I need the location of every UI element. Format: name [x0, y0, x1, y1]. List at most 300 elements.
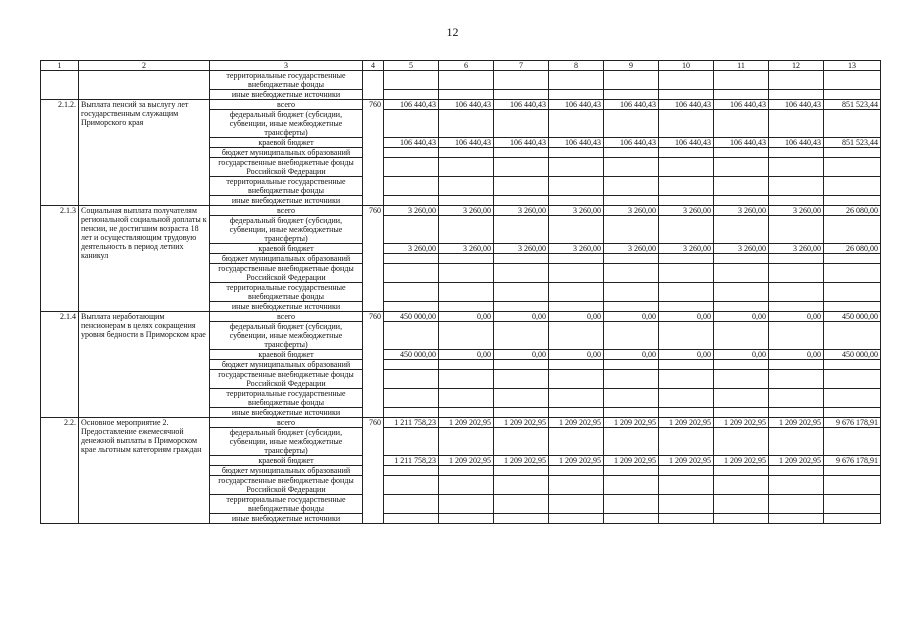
- value-cell: [439, 428, 494, 456]
- value-cell: [769, 148, 824, 158]
- column-header: 3: [210, 61, 363, 71]
- value-cell: 9 676 178,91: [824, 418, 881, 428]
- value-cell: [439, 148, 494, 158]
- value-cell: 3 260,00: [604, 244, 659, 254]
- column-header: 4: [363, 61, 384, 71]
- value-cell: [384, 264, 439, 283]
- source-cell: территориальные государственные внебюджетные фонды: [210, 495, 363, 514]
- value-cell: [659, 110, 714, 138]
- value-cell: 1 209 202,95: [714, 456, 769, 466]
- column-header: 1: [41, 61, 79, 71]
- value-cell: [769, 71, 824, 90]
- value-cell: 450 000,00: [824, 312, 881, 322]
- value-cell: [439, 177, 494, 196]
- value-cell: [769, 177, 824, 196]
- value-cell: [604, 90, 659, 100]
- value-cell: [659, 495, 714, 514]
- value-cell: [824, 90, 881, 100]
- value-cell: 0,00: [659, 312, 714, 322]
- source-cell: иные внебюджетные источники: [210, 514, 363, 524]
- value-cell: [769, 428, 824, 456]
- value-cell: [494, 148, 549, 158]
- source-cell: территориальные государственные внебюджетные фонды: [210, 71, 363, 90]
- value-cell: [659, 148, 714, 158]
- col4-cell: 760: [363, 418, 384, 524]
- value-cell: 3 260,00: [714, 206, 769, 216]
- value-cell: [824, 196, 881, 206]
- value-cell: [494, 466, 549, 476]
- value-cell: [439, 90, 494, 100]
- source-cell: федеральный бюджет (субсидии, субвенции, иные межбюджетные трансферты): [210, 322, 363, 350]
- column-header: 6: [439, 61, 494, 71]
- code-cell: 2.1.4: [41, 312, 79, 418]
- value-cell: 106 440,43: [549, 100, 604, 110]
- value-cell: [549, 283, 604, 302]
- value-cell: [714, 196, 769, 206]
- value-cell: [384, 389, 439, 408]
- value-cell: 3 260,00: [384, 206, 439, 216]
- value-cell: [714, 495, 769, 514]
- value-cell: [604, 254, 659, 264]
- value-cell: [824, 254, 881, 264]
- value-cell: 0,00: [659, 350, 714, 360]
- value-cell: [824, 283, 881, 302]
- value-cell: [714, 389, 769, 408]
- table-row: [41, 418, 881, 428]
- value-cell: [494, 370, 549, 389]
- code-cell: 2.1.2.: [41, 100, 79, 206]
- value-cell: [494, 71, 549, 90]
- value-cell: [549, 196, 604, 206]
- code-cell: 2.2.: [41, 418, 79, 524]
- column-header: 13: [824, 61, 881, 71]
- value-cell: [439, 514, 494, 524]
- value-cell: [384, 476, 439, 495]
- value-cell: [714, 254, 769, 264]
- value-cell: [439, 370, 494, 389]
- value-cell: [604, 264, 659, 283]
- value-cell: [384, 148, 439, 158]
- value-cell: 450 000,00: [384, 350, 439, 360]
- value-cell: [659, 322, 714, 350]
- value-cell: [659, 466, 714, 476]
- value-cell: 9 676 178,91: [824, 456, 881, 466]
- value-cell: [439, 110, 494, 138]
- source-cell: всего: [210, 206, 363, 216]
- code-cell: [41, 71, 79, 100]
- source-cell: всего: [210, 100, 363, 110]
- value-cell: [769, 302, 824, 312]
- value-cell: 450 000,00: [384, 312, 439, 322]
- value-cell: [384, 90, 439, 100]
- source-cell: государственные внебюджетные фонды Российской Федерации: [210, 158, 363, 177]
- source-cell: государственные внебюджетные фонды Российской Федерации: [210, 264, 363, 283]
- value-cell: [604, 158, 659, 177]
- value-cell: [824, 158, 881, 177]
- value-cell: [824, 408, 881, 418]
- value-cell: [439, 322, 494, 350]
- value-cell: [769, 370, 824, 389]
- value-cell: [824, 148, 881, 158]
- value-cell: [604, 495, 659, 514]
- value-cell: [604, 302, 659, 312]
- column-header: 8: [549, 61, 604, 71]
- value-cell: [659, 264, 714, 283]
- value-cell: [769, 283, 824, 302]
- value-cell: [494, 254, 549, 264]
- value-cell: [769, 514, 824, 524]
- value-cell: 26 080,00: [824, 244, 881, 254]
- table-row: [41, 71, 881, 90]
- value-cell: 1 209 202,95: [549, 456, 604, 466]
- value-cell: [714, 466, 769, 476]
- name-cell: Социальная выплата получателям региональной социальной доплаты к пенсии, не достигшим возраста 18 лет и осуществляющим трудовую деятельность в период летних каникул: [79, 206, 210, 312]
- value-cell: 0,00: [494, 350, 549, 360]
- value-cell: 851 523,44: [824, 138, 881, 148]
- value-cell: [714, 71, 769, 90]
- value-cell: [439, 302, 494, 312]
- value-cell: [604, 177, 659, 196]
- value-cell: [659, 158, 714, 177]
- value-cell: [769, 254, 824, 264]
- value-cell: [549, 428, 604, 456]
- value-cell: [824, 389, 881, 408]
- value-cell: 1 209 202,95: [659, 418, 714, 428]
- value-cell: [824, 514, 881, 524]
- value-cell: [384, 216, 439, 244]
- value-cell: 3 260,00: [769, 206, 824, 216]
- value-cell: [439, 495, 494, 514]
- value-cell: [769, 264, 824, 283]
- value-cell: 0,00: [604, 312, 659, 322]
- value-cell: 1 209 202,95: [604, 456, 659, 466]
- col4-cell: [363, 71, 384, 100]
- value-cell: [824, 476, 881, 495]
- value-cell: [384, 408, 439, 418]
- value-cell: 106 440,43: [769, 100, 824, 110]
- source-cell: федеральный бюджет (субсидии, субвенции, иные межбюджетные трансферты): [210, 428, 363, 456]
- value-cell: [549, 148, 604, 158]
- value-cell: [824, 322, 881, 350]
- value-cell: [659, 283, 714, 302]
- value-cell: [494, 110, 549, 138]
- value-cell: [769, 360, 824, 370]
- source-cell: территориальные государственные внебюджетные фонды: [210, 177, 363, 196]
- value-cell: 3 260,00: [604, 206, 659, 216]
- value-cell: [604, 514, 659, 524]
- column-header: 10: [659, 61, 714, 71]
- value-cell: [659, 476, 714, 495]
- value-cell: 3 260,00: [439, 244, 494, 254]
- value-cell: [604, 216, 659, 244]
- value-cell: [384, 495, 439, 514]
- column-header: 12: [769, 61, 824, 71]
- value-cell: 106 440,43: [769, 138, 824, 148]
- table-row: [41, 312, 881, 322]
- source-cell: иные внебюджетные источники: [210, 408, 363, 418]
- source-cell: краевой бюджет: [210, 244, 363, 254]
- value-cell: [604, 370, 659, 389]
- value-cell: [714, 428, 769, 456]
- value-cell: 851 523,44: [824, 100, 881, 110]
- column-header: 7: [494, 61, 549, 71]
- value-cell: 106 440,43: [494, 100, 549, 110]
- value-cell: 3 260,00: [659, 206, 714, 216]
- value-cell: [714, 148, 769, 158]
- col4-cell: 760: [363, 206, 384, 312]
- value-cell: [439, 196, 494, 206]
- value-cell: [549, 71, 604, 90]
- value-cell: [384, 254, 439, 264]
- source-cell: федеральный бюджет (субсидии, субвенции, иные межбюджетные трансферты): [210, 216, 363, 244]
- value-cell: [769, 322, 824, 350]
- name-cell: [79, 71, 210, 100]
- source-cell: территориальные государственные внебюджетные фонды: [210, 283, 363, 302]
- value-cell: [659, 196, 714, 206]
- value-cell: [494, 90, 549, 100]
- table-row: [41, 100, 881, 110]
- value-cell: 1 211 758,23: [384, 456, 439, 466]
- value-cell: [549, 110, 604, 138]
- value-cell: [714, 322, 769, 350]
- value-cell: [659, 514, 714, 524]
- value-cell: [659, 370, 714, 389]
- value-cell: [549, 495, 604, 514]
- value-cell: 106 440,43: [714, 138, 769, 148]
- value-cell: [549, 177, 604, 196]
- value-cell: 106 440,43: [494, 138, 549, 148]
- value-cell: [824, 360, 881, 370]
- value-cell: [769, 158, 824, 177]
- value-cell: [384, 196, 439, 206]
- value-cell: 0,00: [439, 312, 494, 322]
- source-cell: краевой бюджет: [210, 456, 363, 466]
- value-cell: [714, 90, 769, 100]
- value-cell: 450 000,00: [824, 350, 881, 360]
- value-cell: [604, 466, 659, 476]
- value-cell: [769, 408, 824, 418]
- name-cell: Выплата пенсий за выслугу лет государственным служащим Приморского края: [79, 100, 210, 206]
- value-cell: 3 260,00: [659, 244, 714, 254]
- value-cell: [824, 110, 881, 138]
- value-cell: [769, 110, 824, 138]
- value-cell: 3 260,00: [769, 244, 824, 254]
- value-cell: 1 209 202,95: [494, 456, 549, 466]
- value-cell: [439, 71, 494, 90]
- value-cell: 0,00: [769, 312, 824, 322]
- value-cell: [714, 360, 769, 370]
- value-cell: [549, 90, 604, 100]
- value-cell: [824, 302, 881, 312]
- value-cell: 106 440,43: [604, 138, 659, 148]
- value-cell: [549, 216, 604, 244]
- value-cell: [494, 302, 549, 312]
- value-cell: [384, 360, 439, 370]
- value-cell: 1 209 202,95: [439, 456, 494, 466]
- value-cell: [384, 283, 439, 302]
- value-cell: [604, 110, 659, 138]
- value-cell: [494, 158, 549, 177]
- value-cell: [549, 408, 604, 418]
- value-cell: [549, 360, 604, 370]
- value-cell: 1 209 202,95: [769, 456, 824, 466]
- value-cell: 0,00: [604, 350, 659, 360]
- value-cell: 106 440,43: [439, 100, 494, 110]
- value-cell: [439, 264, 494, 283]
- budget-table: [40, 60, 881, 524]
- value-cell: [659, 71, 714, 90]
- value-cell: [494, 177, 549, 196]
- value-cell: [714, 216, 769, 244]
- source-cell: бюджет муниципальных образований: [210, 148, 363, 158]
- value-cell: 3 260,00: [439, 206, 494, 216]
- value-cell: [549, 476, 604, 495]
- value-cell: 0,00: [494, 312, 549, 322]
- value-cell: [439, 254, 494, 264]
- source-cell: государственные внебюджетные фонды Российской Федерации: [210, 476, 363, 495]
- value-cell: [439, 216, 494, 244]
- value-cell: 1 209 202,95: [604, 418, 659, 428]
- value-cell: [549, 158, 604, 177]
- value-cell: [659, 389, 714, 408]
- value-cell: [549, 322, 604, 350]
- column-header: 9: [604, 61, 659, 71]
- value-cell: 106 440,43: [714, 100, 769, 110]
- value-cell: 3 260,00: [714, 244, 769, 254]
- value-cell: [494, 389, 549, 408]
- value-cell: [769, 90, 824, 100]
- value-cell: 0,00: [769, 350, 824, 360]
- value-cell: [604, 360, 659, 370]
- value-cell: [604, 408, 659, 418]
- value-cell: [549, 264, 604, 283]
- value-cell: [494, 283, 549, 302]
- value-cell: [824, 495, 881, 514]
- table-row: [41, 206, 881, 216]
- value-cell: [604, 322, 659, 350]
- value-cell: 0,00: [439, 350, 494, 360]
- value-cell: [439, 158, 494, 177]
- value-cell: [659, 408, 714, 418]
- value-cell: [494, 514, 549, 524]
- value-cell: [494, 476, 549, 495]
- value-cell: [714, 476, 769, 495]
- value-cell: 0,00: [714, 350, 769, 360]
- value-cell: [494, 495, 549, 514]
- source-cell: иные внебюджетные источники: [210, 196, 363, 206]
- column-header: 11: [714, 61, 769, 71]
- value-cell: 3 260,00: [549, 244, 604, 254]
- value-cell: [604, 148, 659, 158]
- source-cell: бюджет муниципальных образований: [210, 466, 363, 476]
- value-cell: 106 440,43: [604, 100, 659, 110]
- source-cell: иные внебюджетные источники: [210, 90, 363, 100]
- value-cell: 3 260,00: [494, 206, 549, 216]
- source-cell: бюджет муниципальных образований: [210, 360, 363, 370]
- value-cell: [384, 322, 439, 350]
- value-cell: [604, 476, 659, 495]
- value-cell: [604, 428, 659, 456]
- value-cell: [714, 158, 769, 177]
- source-cell: территориальные государственные внебюджетные фонды: [210, 389, 363, 408]
- code-cell: 2.1.3: [41, 206, 79, 312]
- value-cell: [769, 466, 824, 476]
- source-cell: бюджет муниципальных образований: [210, 254, 363, 264]
- value-cell: 1 209 202,95: [714, 418, 769, 428]
- value-cell: [769, 389, 824, 408]
- value-cell: [494, 322, 549, 350]
- value-cell: [824, 71, 881, 90]
- value-cell: [824, 370, 881, 389]
- value-cell: 106 440,43: [659, 100, 714, 110]
- value-cell: [494, 264, 549, 283]
- value-cell: 1 211 758,23: [384, 418, 439, 428]
- value-cell: [714, 408, 769, 418]
- value-cell: [824, 466, 881, 476]
- value-cell: [824, 264, 881, 283]
- value-cell: [439, 476, 494, 495]
- value-cell: 0,00: [549, 350, 604, 360]
- value-cell: 106 440,43: [439, 138, 494, 148]
- source-cell: всего: [210, 312, 363, 322]
- value-cell: [714, 177, 769, 196]
- value-cell: [824, 177, 881, 196]
- value-cell: [769, 495, 824, 514]
- col4-cell: 760: [363, 100, 384, 206]
- value-cell: [384, 302, 439, 312]
- header-row: [41, 61, 881, 71]
- value-cell: [659, 428, 714, 456]
- source-cell: государственные внебюджетные фонды Российской Федерации: [210, 370, 363, 389]
- value-cell: [384, 71, 439, 90]
- col4-cell: 760: [363, 312, 384, 418]
- value-cell: 106 440,43: [384, 100, 439, 110]
- name-cell: Основное мероприятие 2. Предоставление ежемесячной денежной выплаты в Приморском крае льготным категориям граждан: [79, 418, 210, 524]
- value-cell: [549, 370, 604, 389]
- value-cell: [384, 428, 439, 456]
- source-cell: иные внебюджетные источники: [210, 302, 363, 312]
- value-cell: [659, 254, 714, 264]
- value-cell: [439, 360, 494, 370]
- value-cell: [824, 428, 881, 456]
- source-cell: краевой бюджет: [210, 350, 363, 360]
- column-header: 2: [79, 61, 210, 71]
- value-cell: 1 209 202,95: [549, 418, 604, 428]
- value-cell: [659, 360, 714, 370]
- value-cell: [659, 302, 714, 312]
- value-cell: [549, 254, 604, 264]
- value-cell: [659, 216, 714, 244]
- page-number: 12: [446, 25, 459, 39]
- value-cell: [824, 216, 881, 244]
- value-cell: [494, 428, 549, 456]
- value-cell: [439, 408, 494, 418]
- column-header: 5: [384, 61, 439, 71]
- value-cell: [714, 302, 769, 312]
- value-cell: 1 209 202,95: [439, 418, 494, 428]
- value-cell: [769, 216, 824, 244]
- value-cell: 106 440,43: [659, 138, 714, 148]
- value-cell: [494, 196, 549, 206]
- value-cell: 1 209 202,95: [769, 418, 824, 428]
- value-cell: 3 260,00: [549, 206, 604, 216]
- value-cell: [549, 389, 604, 408]
- value-cell: 1 209 202,95: [494, 418, 549, 428]
- value-cell: 3 260,00: [494, 244, 549, 254]
- value-cell: [604, 196, 659, 206]
- value-cell: 0,00: [549, 312, 604, 322]
- value-cell: [384, 158, 439, 177]
